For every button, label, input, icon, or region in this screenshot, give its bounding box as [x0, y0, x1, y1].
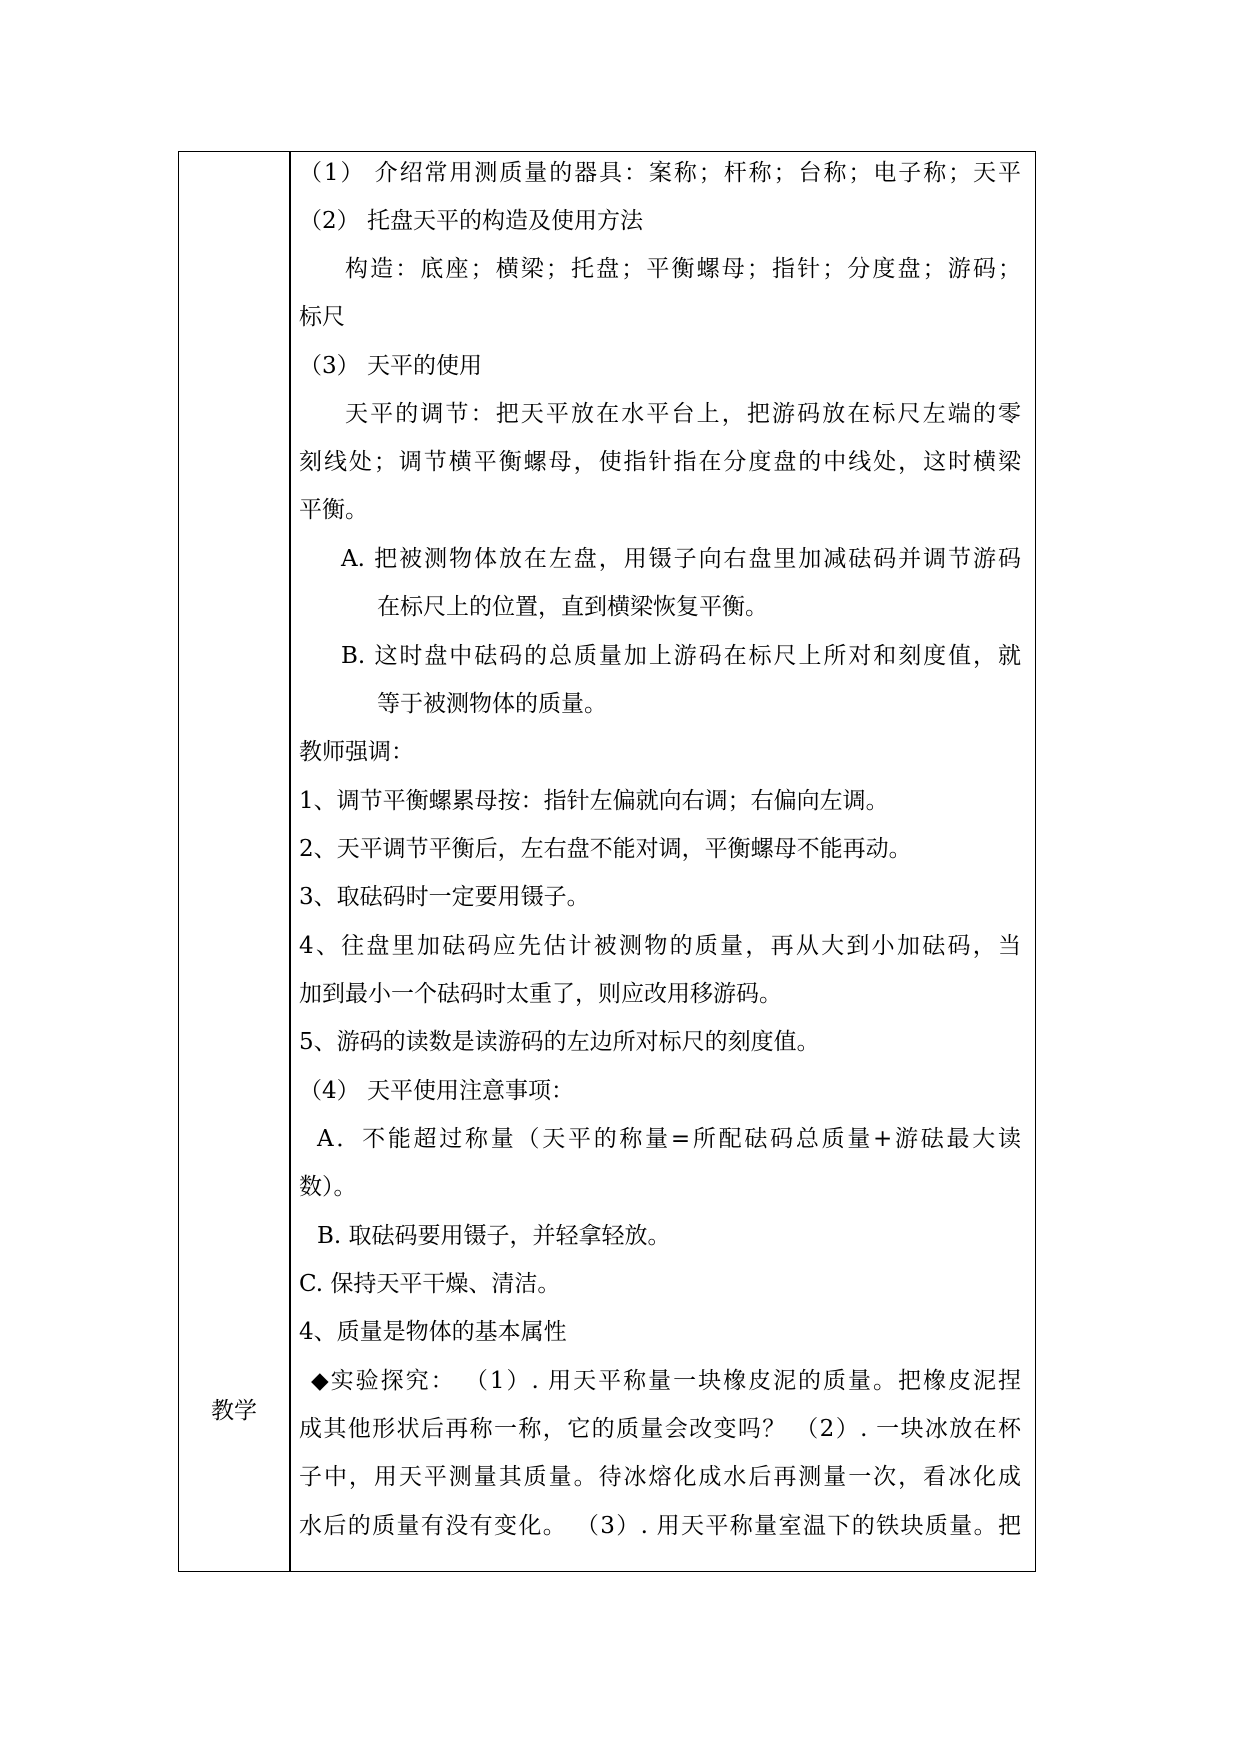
text-line: 2、天平调节平衡后，左右盘不能对调，平衡螺母不能再动。 — [299, 836, 912, 862]
text-line: C. 保持天平干燥、清洁。 — [299, 1271, 561, 1297]
text-line: ◆实验探究： （1）. 用天平称量一块橡皮泥的质量。把橡皮泥捏 — [311, 1368, 1021, 1394]
text-line: 4、质量是物体的基本属性 — [299, 1319, 567, 1345]
text-line: （3） 天平的使用 — [299, 353, 482, 379]
text-line: 子中，用天平测量其质量。待冰熔化成水后再测量一次，看冰化成 — [299, 1464, 1021, 1490]
column-divider — [289, 152, 291, 1571]
text-line: 标尺 — [299, 304, 345, 330]
text-line: （4） 天平使用注意事项： — [299, 1078, 574, 1104]
text-line: 教师强调： — [299, 739, 414, 765]
text-line: 水后的质量有没有变化。 （3）. 用天平称量室温下的铁块质量。把 — [299, 1513, 1021, 1539]
text-line: A．不能超过称量（天平的称量=所配砝码总质量+游砝最大读 — [317, 1126, 1021, 1152]
text-line: 构造：底座；横梁；托盘；平衡螺母；指针；分度盘；游码； — [345, 256, 1021, 282]
lesson-table — [178, 151, 1036, 1572]
text-line: 成其他形状后再称一称，它的质量会改变吗？ （2）. 一块冰放在杯 — [299, 1416, 1021, 1442]
text-line: A. 把被测物体放在左盘，用镊子向右盘里加减砝码并调节游码 — [341, 546, 1021, 572]
text-line: 3、取砝码时一定要用镊子。 — [299, 884, 590, 910]
text-line: 5、游码的读数是读游码的左边所对标尺的刻度值。 — [299, 1029, 820, 1055]
section-label: 教学 — [211, 1398, 257, 1424]
text-line: 4、往盘里加砝码应先估计被测物的质量，再从大到小加砝码，当 — [299, 933, 1021, 959]
text-line: 数）。 — [299, 1174, 357, 1200]
text-line: 天平的调节：把天平放在水平台上，把游码放在标尺左端的零 — [345, 401, 1021, 427]
text-line: B. 这时盘中砝码的总质量加上游码在标尺上所对和刻度值，就 — [341, 643, 1021, 669]
text-line: B. 取砝码要用镊子，并轻拿轻放。 — [317, 1223, 671, 1249]
text-line: 等于被测物体的质量。 — [377, 691, 607, 717]
text-line: 刻线处；调节横平衡螺母，使指针指在分度盘的中线处，这时横梁 — [299, 449, 1021, 475]
text-line: 1、调节平衡螺累母按：指针左偏就向右调；右偏向左调。 — [299, 788, 889, 814]
text-line: 加到最小一个砝码时太重了，则应改用移游码。 — [299, 981, 782, 1007]
text-line: 在标尺上的位置，直到横梁恢复平衡。 — [377, 594, 768, 620]
text-line: 平衡。 — [299, 497, 368, 523]
text-line: （1） 介绍常用测质量的器具：案称；杆称；台称；电子称；天平 — [299, 160, 1021, 186]
text-line: （2） 托盘天平的构造及使用方法 — [299, 208, 643, 234]
